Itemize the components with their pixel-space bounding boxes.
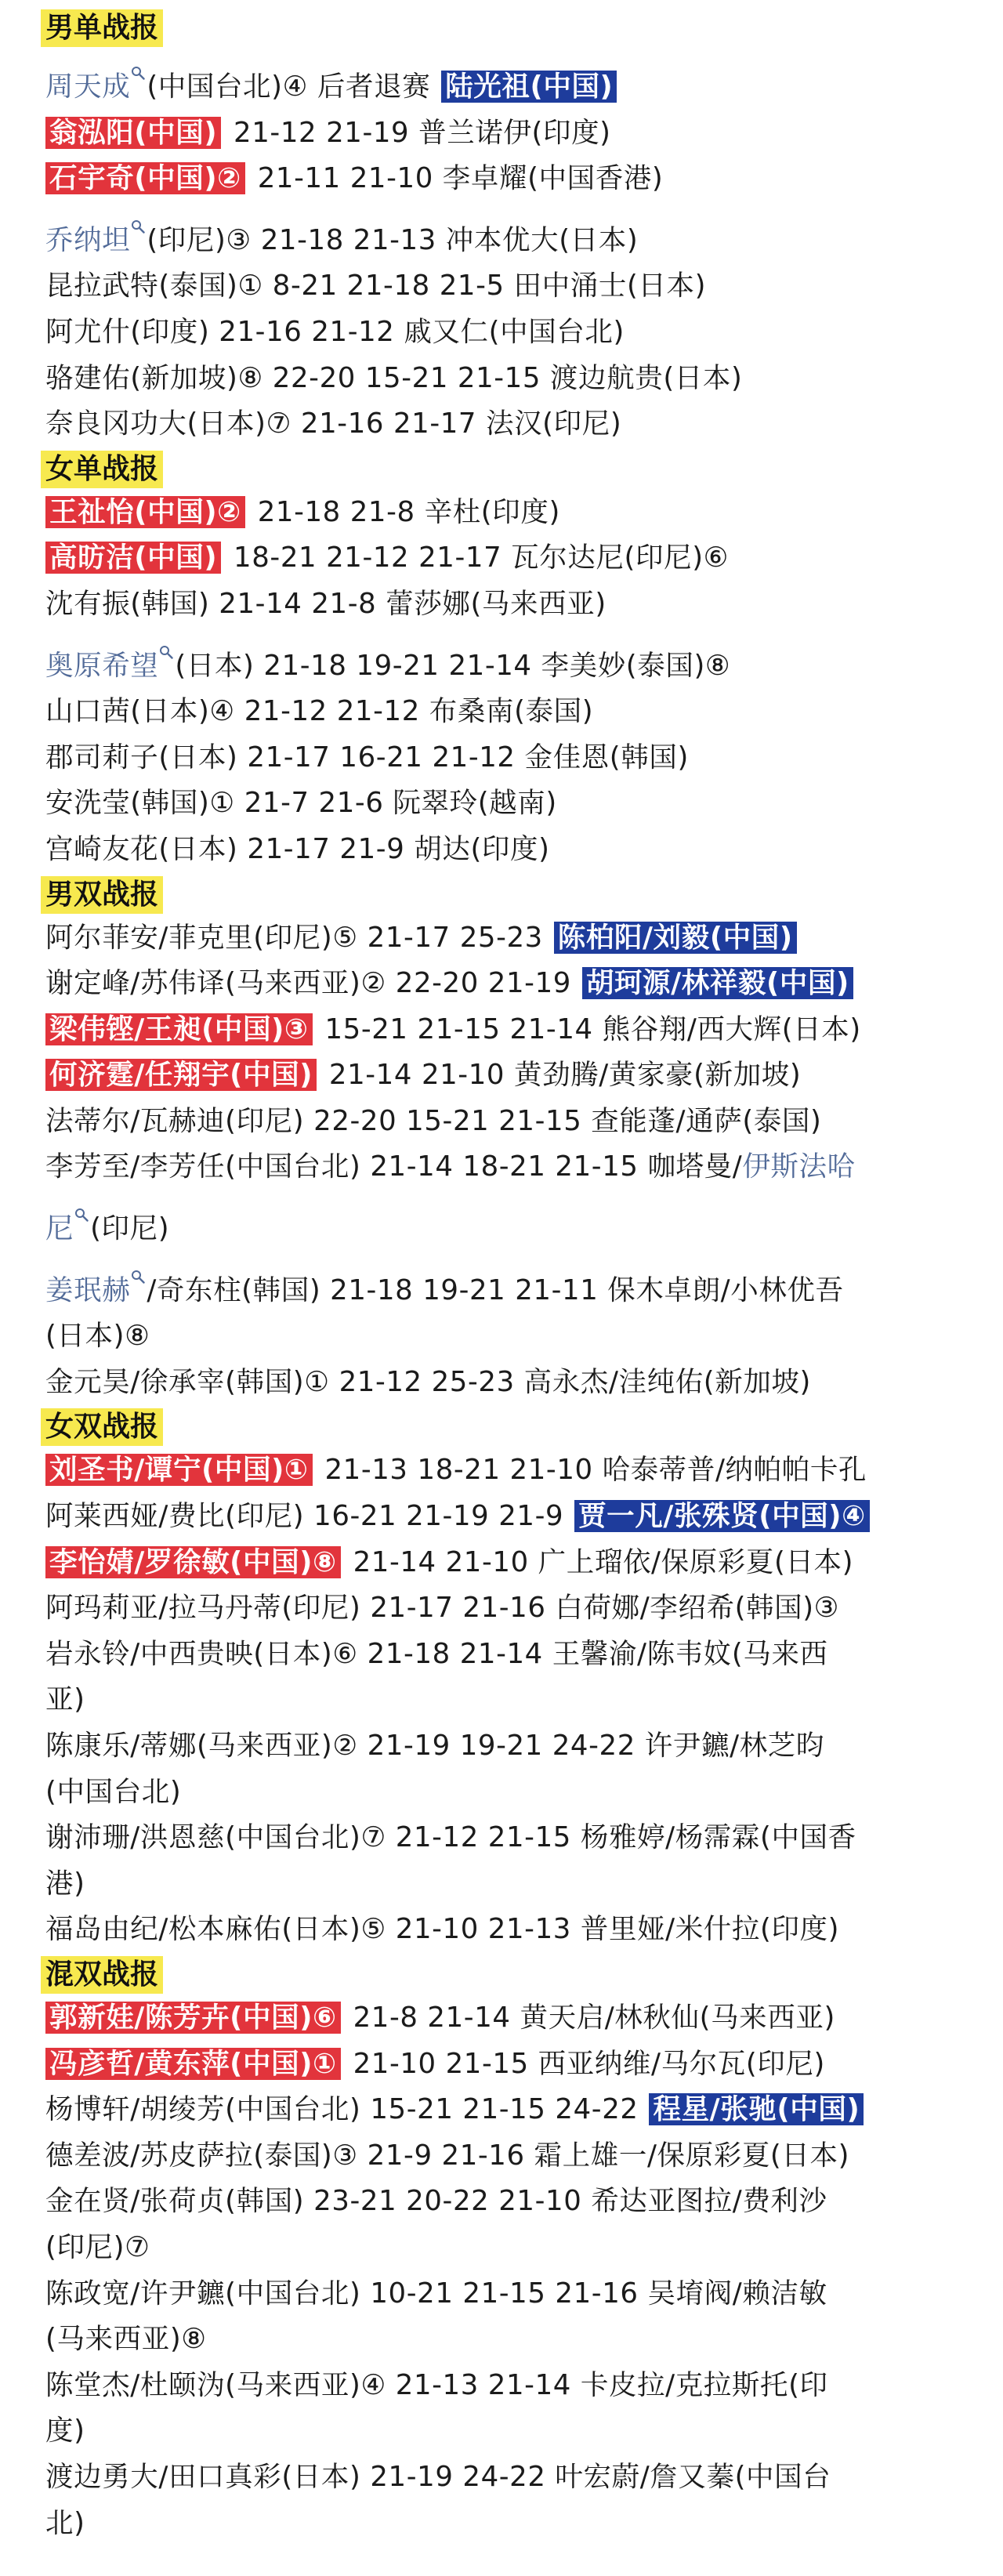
result-line (45, 1360, 983, 1406)
result-text: 金在贤/张荷贞(韩国) 23-21 20-22 21-10 希达亚图拉/费利沙 (45, 2185, 827, 2218)
result-text: 陈堂杰/杜颐沩(马来西亚)④ 21-13 21-14 卡皮拉/克拉斯托(印 (45, 2368, 828, 2401)
result-line (45, 1677, 983, 1723)
search-icon[interactable] (131, 49, 145, 63)
result-text: 21-11 21-10 李卓耀(中国香港) (248, 162, 664, 195)
result-text: 阿尔菲安/菲克里(印尼)⑤ 21-17 25-23 (45, 921, 552, 954)
result-line (45, 156, 983, 202)
result-line (45, 2087, 983, 2133)
result-line (45, 490, 983, 536)
result-text: (印尼) (90, 1212, 170, 1245)
result-text: (印尼)③ 21-18 21-13 冲本优大(日本) (147, 223, 639, 256)
result-text: 21-8 21-14 黄天启/林秋仙(马来西亚) (343, 2001, 835, 2034)
result-line (45, 202, 983, 264)
result-line (45, 582, 983, 628)
result-text: 岩永铃/中西贵映(日本)⑥ 21-18 21-14 王馨渝/陈韦妏(马来西 (45, 1637, 828, 1670)
result-line (45, 1770, 983, 1816)
result-text: 亚) (45, 1683, 85, 1716)
loser-highlight-blue: 陆光祖(中国) (441, 71, 617, 103)
result-text: /奇东柱(韩国) 21-18 19-21 21-11 保木卓朗/小林优吾 (147, 1274, 844, 1306)
result-text: 度) (45, 2415, 85, 2447)
result-text: 北) (45, 2506, 85, 2539)
result-line (45, 1723, 983, 1770)
result-line (45, 1585, 983, 1632)
winner-highlight-red: 郭新娃/陈芳卉(中国)⑥ (45, 2002, 341, 2034)
result-line (45, 1494, 983, 1540)
result-text: 陈康乐/蒂娜(马来西亚)② 21-19 19-21 24-22 许尹鑣/林芝昀 (45, 1730, 824, 1762)
result-line (45, 2133, 983, 2179)
result-line (45, 735, 983, 781)
result-line (45, 111, 983, 157)
section (45, 1405, 983, 1953)
result-text: 骆建佑(新加坡)⑧ 22-20 15-21 21-15 渡边航贵(日本) (45, 361, 743, 394)
result-text: 15-21 21-15 21-14 熊谷翔/西大辉(日本) (315, 1013, 861, 1045)
result-text: (马来西亚)⑧ (45, 2323, 207, 2356)
result-text: 谢定峰/苏伟译(马来西亚)② 22-20 21-19 (45, 967, 581, 1000)
result-line (45, 2455, 983, 2501)
result-text: (日本) 21-18 19-21 21-14 李美妙(泰国)⑧ (175, 649, 731, 682)
winner-highlight-red: 翁泓阳(中国) (45, 117, 221, 149)
result-line (45, 1540, 983, 1586)
result-line (45, 356, 983, 402)
search-icon[interactable] (131, 1252, 145, 1266)
section (45, 447, 983, 873)
result-line (45, 1007, 983, 1053)
winner-highlight-red: 高昉洁(中国) (45, 542, 221, 574)
winner-highlight-red: 冯彦哲/黄东萍(中国)① (45, 2048, 341, 2080)
result-line (45, 1252, 983, 1314)
result-text: 21-18 21-8 辛杜(印度) (248, 495, 560, 528)
winner-highlight-red: 石宇奇(中国)② (45, 162, 245, 194)
result-line (45, 1144, 983, 1190)
result-line (45, 1815, 983, 1861)
result-line (45, 1995, 983, 2042)
result-line (45, 1053, 983, 1099)
result-line (45, 1632, 983, 1678)
result-line (45, 689, 983, 735)
result-text: 安洗莹(韩国)① 21-7 21-6 阮翠玲(越南) (45, 787, 557, 820)
result-line (45, 1447, 983, 1494)
result-line (45, 2225, 983, 2271)
result-text: (印尼)⑦ (45, 2230, 150, 2263)
result-text: 宫崎友花(日本) 21-17 21-9 胡达(印度) (45, 832, 550, 865)
winner-highlight-red: 何济霆/任翔宇(中国) (45, 1059, 317, 1091)
result-text: 阿莱西娅/费比(印尼) 16-21 21-19 21-9 (45, 1500, 574, 1533)
result-text: 奈良冈功大(日本)⑦ 21-16 21-17 法汉(印尼) (45, 408, 622, 440)
result-line (45, 961, 983, 1007)
winner-highlight-red: 李怡婧/罗徐敏(中国)⑧ (45, 1546, 341, 1578)
loser-highlight-blue: 贾一凡/张殊贤(中国)④ (574, 1500, 870, 1532)
winner-highlight-red: 梁伟铿/王昶(中国)③ (45, 1013, 313, 1045)
result-line (45, 310, 983, 356)
result-text: 法蒂尔/瓦赫迪(印尼) 22-20 15-21 21-15 查能蓬/通萨(泰国) (45, 1104, 822, 1137)
section-title: 男单战报 (41, 9, 163, 47)
result-line (45, 2501, 983, 2547)
result-line (45, 2408, 983, 2455)
result-line (45, 1099, 983, 1145)
result-text: 21-12 21-19 普兰诺伊(印度) (224, 116, 611, 149)
result-line (45, 263, 983, 310)
result-line (45, 2363, 983, 2409)
result-text: 昆拉武特(泰国)① 8-21 21-18 21-5 田中涌士(日本) (45, 270, 707, 303)
section-title: 混双战报 (41, 1956, 163, 1994)
winner-highlight-red: 王祉怡(中国)② (45, 496, 245, 528)
result-text: 21-10 21-15 西亚纳维/马尔瓦(印尼) (343, 2047, 826, 2080)
result-line (45, 2179, 983, 2225)
section-title: 女双战报 (41, 1408, 163, 1446)
winner-highlight-red: 刘圣书/谭宁(中国)① (45, 1454, 313, 1486)
result-text: 渡边勇大/田口真彩(日本) 21-19 24-22 叶宏蔚/詹又蓁(中国台 (45, 2460, 831, 2493)
result-line (45, 49, 983, 111)
result-text: (中国台北)④ 后者退赛 (147, 71, 440, 103)
result-text: 李芳至/李芳任(中国台北) 21-14 18-21 21-15 咖塔曼/ (45, 1150, 743, 1183)
player-link[interactable]: 伊斯法哈 (742, 1150, 856, 1183)
result-line (45, 2317, 983, 2363)
result-text: 陈政宽/许尹鑣(中国台北) 10-21 21-15 21-16 吴堉阀/赖洁敏 (45, 2277, 827, 2310)
search-icon[interactable] (159, 628, 173, 642)
result-line (45, 401, 983, 447)
section (45, 6, 983, 447)
result-text: 阿尤什(印度) 21-16 21-12 戚又仁(中国台北) (45, 315, 625, 348)
search-icon[interactable] (74, 1190, 89, 1205)
result-text: 德差波/苏皮萨拉(泰国)③ 21-9 21-16 霜上雄一/保原彩夏(日本) (45, 2139, 850, 2172)
section (45, 873, 983, 1406)
result-text: 山口茜(日本)④ 21-12 21-12 布桑南(泰国) (45, 695, 594, 728)
player-link[interactable]: 尼 (45, 1212, 74, 1245)
section-title: 女单战报 (41, 451, 163, 488)
section (45, 1953, 983, 2546)
result-text: 21-14 21-10 广上瑠依/保原彩夏(日本) (343, 1545, 854, 1578)
result-line (45, 827, 983, 873)
player-link[interactable]: 周天成 (45, 71, 131, 103)
result-line (45, 915, 983, 962)
result-text: 金元昊/徐承宰(韩国)① 21-12 25-23 高永杰/洼纯佑(新加坡) (45, 1365, 812, 1398)
result-text: 21-13 18-21 21-10 哈泰蒂普/纳帕帕卡孔 (315, 1454, 867, 1487)
loser-highlight-blue: 程星/张驰(中国) (649, 2093, 864, 2125)
result-line (45, 1907, 983, 1953)
result-text: 18-21 21-12 21-17 瓦尔达尼(印尼)⑥ (224, 542, 730, 574)
result-text: 港) (45, 1867, 85, 1900)
result-text: 阿玛莉亚/拉马丹蒂(印尼) 21-17 21-16 白荷娜/李绍希(韩国)③ (45, 1592, 840, 1625)
result-line (45, 2271, 983, 2317)
result-text: 杨博轩/胡绫芳(中国台北) 15-21 21-15 24-22 (45, 2093, 648, 2126)
result-text: 郡司莉子(日本) 21-17 16-21 21-12 金佳恩(韩国) (45, 741, 689, 774)
result-line (45, 628, 983, 690)
player-link[interactable]: 乔纳坦 (45, 223, 131, 256)
result-line (45, 2042, 983, 2088)
result-text: 沈有振(韩国) 21-14 21-8 蕾莎娜(马来西亚) (45, 587, 607, 620)
result-text: 谢沛珊/洪恩慈(中国台北)⑦ 21-12 21-15 杨雅婷/杨霈霖(中国香 (45, 1821, 856, 1854)
result-text: 福岛由纪/松本麻佑(日本)⑤ 21-10 21-13 普里娅/米什拉(印度) (45, 1913, 840, 1946)
result-line (45, 1190, 983, 1252)
result-line (45, 781, 983, 827)
result-text: (中国台北) (45, 1775, 182, 1808)
player-link[interactable]: 奥原希望 (45, 649, 159, 682)
player-link[interactable]: 姜珉赫 (45, 1274, 131, 1306)
result-text: (日本)⑧ (45, 1320, 150, 1353)
result-line (45, 1861, 983, 1908)
search-icon[interactable] (131, 202, 145, 216)
section-title: 男双战报 (41, 876, 163, 914)
loser-highlight-blue: 陈柏阳/刘毅(中国) (554, 922, 797, 954)
loser-highlight-blue: 胡珂源/林祥毅(中国) (582, 967, 853, 999)
result-line (45, 1313, 983, 1360)
result-text: 21-14 21-10 黄劲腾/黄家豪(新加坡) (320, 1059, 802, 1092)
result-line (45, 535, 983, 582)
